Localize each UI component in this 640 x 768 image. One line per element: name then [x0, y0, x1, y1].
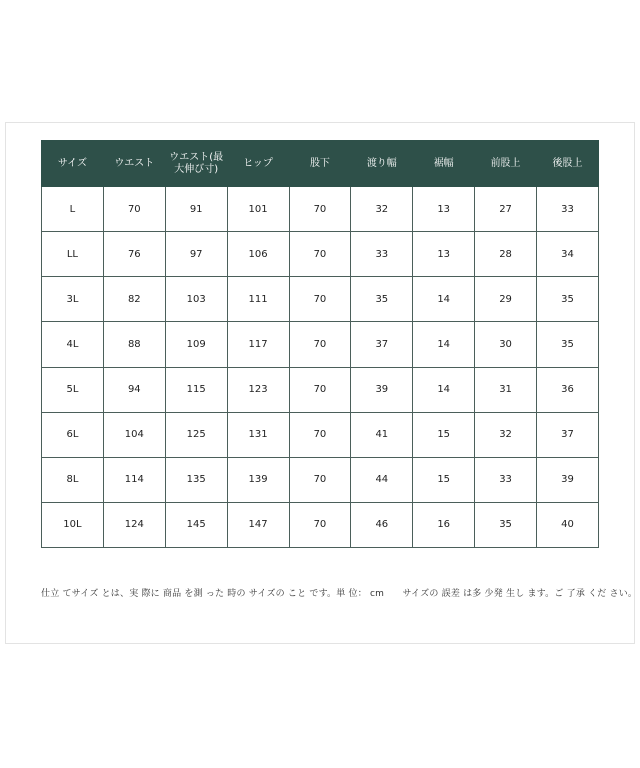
- size-label-cell: 3L: [42, 277, 104, 322]
- table-cell: 28: [475, 232, 537, 277]
- table-cell: 82: [103, 277, 165, 322]
- size-label-cell: L: [42, 187, 104, 232]
- header-back-rise: 後股上: [537, 141, 599, 187]
- table-cell: 35: [351, 277, 413, 322]
- table-cell: 76: [103, 232, 165, 277]
- table-cell: 70: [289, 322, 351, 367]
- table-cell: 33: [351, 232, 413, 277]
- table-row: [42, 412, 599, 457]
- table-cell: 37: [537, 412, 599, 457]
- size-label-cell: 8L: [42, 457, 104, 502]
- table-cell: 35: [537, 277, 599, 322]
- table-row: [42, 232, 599, 277]
- header-hip: ヒップ: [227, 141, 289, 187]
- table-cell: 13: [413, 187, 475, 232]
- table-cell: 124: [103, 502, 165, 547]
- table-cell: 139: [227, 457, 289, 502]
- table-cell: 101: [227, 187, 289, 232]
- size-label-cell: 5L: [42, 367, 104, 412]
- table-cell: 33: [475, 457, 537, 502]
- table-cell: 31: [475, 367, 537, 412]
- table-cell: 70: [289, 232, 351, 277]
- table-header-row: [42, 141, 599, 187]
- table-cell: 88: [103, 322, 165, 367]
- table-cell: 27: [475, 187, 537, 232]
- table-cell: 36: [537, 367, 599, 412]
- header-waist-max-stretch: ウエスト(最 大伸び寸): [165, 141, 227, 187]
- table-cell: 123: [227, 367, 289, 412]
- table-cell: 91: [165, 187, 227, 232]
- table-cell: 33: [537, 187, 599, 232]
- table-cell: 70: [289, 457, 351, 502]
- table-cell: 46: [351, 502, 413, 547]
- table-cell: 14: [413, 322, 475, 367]
- table-cell: 41: [351, 412, 413, 457]
- table-cell: 32: [475, 412, 537, 457]
- table-cell: 111: [227, 277, 289, 322]
- table-cell: 15: [413, 412, 475, 457]
- size-label-cell: 10L: [42, 502, 104, 547]
- table-cell: 97: [165, 232, 227, 277]
- table-cell: 114: [103, 457, 165, 502]
- size-note: 仕立 てサイズ とは、実 際に 商品 を測 った 時の サイズの こと です。単 位： cm サイズの 誤差 は多 少発 生し ます。ご 了承 くだ さい。: [41, 589, 638, 599]
- table-cell: 104: [103, 412, 165, 457]
- size-chart-table: [41, 140, 599, 548]
- table-cell: 103: [165, 277, 227, 322]
- header-thigh-width: 渡り幅: [351, 141, 413, 187]
- table-cell: 70: [103, 187, 165, 232]
- size-label-cell: 6L: [42, 412, 104, 457]
- table-cell: 34: [537, 232, 599, 277]
- table-row: [42, 502, 599, 547]
- table-cell: 70: [289, 502, 351, 547]
- table-cell: 145: [165, 502, 227, 547]
- header-front-rise: 前股上: [475, 141, 537, 187]
- table-row: [42, 187, 599, 232]
- header-inseam: 股下: [289, 141, 351, 187]
- table-cell: 32: [351, 187, 413, 232]
- table-cell: 13: [413, 232, 475, 277]
- table-cell: 109: [165, 322, 227, 367]
- table-cell: 70: [289, 277, 351, 322]
- table-row: [42, 367, 599, 412]
- table-cell: 131: [227, 412, 289, 457]
- table-cell: 70: [289, 412, 351, 457]
- table-row: [42, 277, 599, 322]
- table-cell: 125: [165, 412, 227, 457]
- table-cell: 94: [103, 367, 165, 412]
- table-cell: 37: [351, 322, 413, 367]
- size-label-cell: 4L: [42, 322, 104, 367]
- table-row: [42, 457, 599, 502]
- table-cell: 39: [351, 367, 413, 412]
- table-cell: 70: [289, 187, 351, 232]
- header-waist: ウエスト: [103, 141, 165, 187]
- table-cell: 70: [289, 367, 351, 412]
- table-cell: 35: [475, 502, 537, 547]
- table-cell: 16: [413, 502, 475, 547]
- table-cell: 30: [475, 322, 537, 367]
- table-cell: 117: [227, 322, 289, 367]
- table-cell: 15: [413, 457, 475, 502]
- table-cell: 106: [227, 232, 289, 277]
- header-hem-width: 裾幅: [413, 141, 475, 187]
- table-cell: 14: [413, 277, 475, 322]
- table-cell: 14: [413, 367, 475, 412]
- table-cell: 40: [537, 502, 599, 547]
- table-cell: 35: [537, 322, 599, 367]
- table-cell: 147: [227, 502, 289, 547]
- table-cell: 44: [351, 457, 413, 502]
- size-label-cell: LL: [42, 232, 104, 277]
- table-cell: 29: [475, 277, 537, 322]
- table-cell: 135: [165, 457, 227, 502]
- header-size: サイズ: [42, 141, 104, 187]
- table-row: [42, 322, 599, 367]
- table-cell: 39: [537, 457, 599, 502]
- table-cell: 115: [165, 367, 227, 412]
